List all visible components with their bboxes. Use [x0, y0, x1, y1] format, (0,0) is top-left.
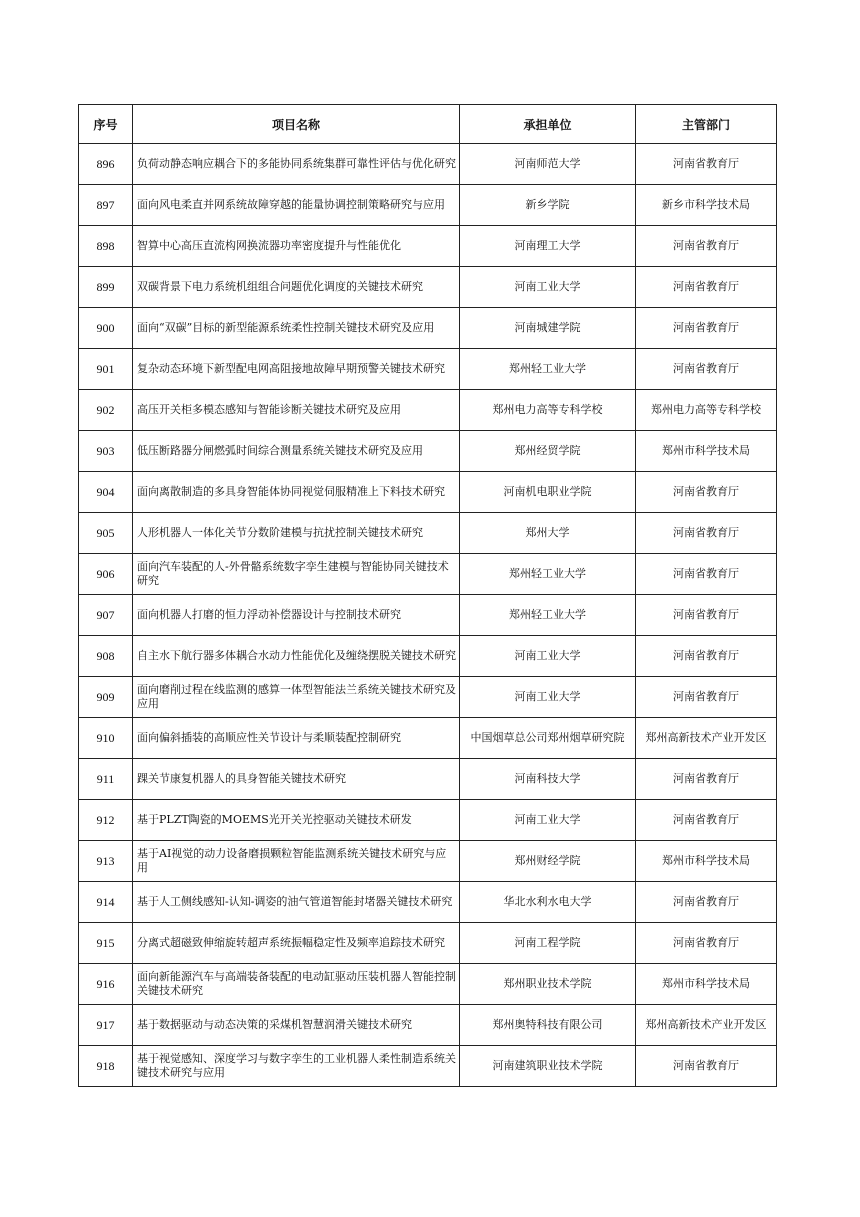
table-row	[79, 841, 777, 882]
project-list-sheet	[78, 104, 776, 1087]
table-row	[79, 226, 777, 267]
table-row	[79, 964, 777, 1005]
undertaking-unit-cell: 郑州财经学院	[460, 841, 636, 882]
serial-number-cell: 912	[79, 800, 133, 841]
project-name-cell: 面向风电柔直并网系统故障穿越的能量协调控制策略研究与应用	[133, 185, 460, 226]
project-name-cell: 基于数据驱动与动态决策的采煤机智慧润滑关键技术研究	[133, 1005, 460, 1046]
serial-number-cell: 917	[79, 1005, 133, 1046]
supervising-department-cell: 河南省教育厅	[636, 1046, 777, 1087]
supervising-department-cell: 河南省教育厅	[636, 472, 777, 513]
serial-number-cell: 906	[79, 554, 133, 595]
supervising-department-cell: 郑州高新技术产业开发区	[636, 1005, 777, 1046]
undertaking-unit-cell: 河南工业大学	[460, 267, 636, 308]
table-row	[79, 759, 777, 800]
project-name-cell: 面向汽车装配的人-外骨骼系统数字孪生建模与智能协同关键技术研究	[133, 554, 460, 595]
project-name-cell: 智算中心高压直流构网换流器功率密度提升与性能优化	[133, 226, 460, 267]
table-row	[79, 349, 777, 390]
undertaking-unit-cell: 河南工业大学	[460, 677, 636, 718]
serial-number-cell: 899	[79, 267, 133, 308]
undertaking-unit-cell: 河南建筑职业技术学院	[460, 1046, 636, 1087]
supervising-department-cell: 郑州高新技术产业开发区	[636, 718, 777, 759]
serial-number-cell: 909	[79, 677, 133, 718]
project-name-cell: 面向磨削过程在线监测的感算一体型智能法兰系统关键技术研究及应用	[133, 677, 460, 718]
undertaking-unit-cell: 河南工业大学	[460, 636, 636, 677]
undertaking-unit-cell: 河南工业大学	[460, 800, 636, 841]
table-row	[79, 1046, 777, 1087]
supervising-department-cell: 郑州市科学技术局	[636, 431, 777, 472]
supervising-department-cell: 河南省教育厅	[636, 636, 777, 677]
serial-number-cell: 903	[79, 431, 133, 472]
undertaking-unit-cell: 河南师范大学	[460, 144, 636, 185]
undertaking-unit-cell: 郑州大学	[460, 513, 636, 554]
supervising-department-cell: 河南省教育厅	[636, 923, 777, 964]
table-row	[79, 923, 777, 964]
serial-number-cell: 916	[79, 964, 133, 1005]
supervising-department-cell: 河南省教育厅	[636, 677, 777, 718]
project-name-cell: 基于视觉感知、深度学习与数字孪生的工业机器人柔性制造系统关键技术研究与应用	[133, 1046, 460, 1087]
serial-number-cell: 905	[79, 513, 133, 554]
serial-number-cell: 914	[79, 882, 133, 923]
project-table	[78, 104, 777, 1087]
table-row	[79, 431, 777, 472]
undertaking-unit-cell: 河南工程学院	[460, 923, 636, 964]
project-name-cell: 复杂动态环境下新型配电网高阻接地故障早期预警关键技术研究	[133, 349, 460, 390]
table-row	[79, 1005, 777, 1046]
table-row	[79, 677, 777, 718]
table-row	[79, 390, 777, 431]
project-name-cell: 面向偏斜插装的高顺应性关节设计与柔顺装配控制研究	[133, 718, 460, 759]
supervising-department-cell: 郑州市科学技术局	[636, 841, 777, 882]
table-row	[79, 636, 777, 677]
serial-number-cell: 900	[79, 308, 133, 349]
header-project-name: 项目名称	[133, 105, 460, 144]
supervising-department-cell: 河南省教育厅	[636, 308, 777, 349]
project-name-cell: 基于人工侧线感知-认知-调姿的油气管道智能封堵器关键技术研究	[133, 882, 460, 923]
project-name-cell: 低压断路器分闸燃弧时间综合测量系统关键技术研究及应用	[133, 431, 460, 472]
supervising-department-cell: 河南省教育厅	[636, 513, 777, 554]
header-serial-number: 序号	[79, 105, 133, 144]
project-name-cell: 面向机器人打磨的恒力浮动补偿器设计与控制技术研究	[133, 595, 460, 636]
undertaking-unit-cell: 郑州经贸学院	[460, 431, 636, 472]
table-body	[79, 144, 777, 1087]
supervising-department-cell: 河南省教育厅	[636, 554, 777, 595]
undertaking-unit-cell: 郑州奥特科技有限公司	[460, 1005, 636, 1046]
project-name-cell: 双碳背景下电力系统机组组合问题优化调度的关键技术研究	[133, 267, 460, 308]
serial-number-cell: 897	[79, 185, 133, 226]
supervising-department-cell: 新乡市科学技术局	[636, 185, 777, 226]
supervising-department-cell: 河南省教育厅	[636, 595, 777, 636]
supervising-department-cell: 河南省教育厅	[636, 882, 777, 923]
project-name-cell: 人形机器人一体化关节分数阶建模与抗扰控制关键技术研究	[133, 513, 460, 554]
table-row	[79, 308, 777, 349]
project-name-cell: 自主水下航行器多体耦合水动力性能优化及缠绕摆脱关键技术研究	[133, 636, 460, 677]
table-row	[79, 800, 777, 841]
supervising-department-cell: 河南省教育厅	[636, 800, 777, 841]
supervising-department-cell: 河南省教育厅	[636, 226, 777, 267]
undertaking-unit-cell: 河南城建学院	[460, 308, 636, 349]
serial-number-cell: 902	[79, 390, 133, 431]
serial-number-cell: 908	[79, 636, 133, 677]
serial-number-cell: 907	[79, 595, 133, 636]
serial-number-cell: 901	[79, 349, 133, 390]
undertaking-unit-cell: 中国烟草总公司郑州烟草研究院	[460, 718, 636, 759]
serial-number-cell: 918	[79, 1046, 133, 1087]
undertaking-unit-cell: 郑州轻工业大学	[460, 349, 636, 390]
undertaking-unit-cell: 郑州职业技术学院	[460, 964, 636, 1005]
project-name-cell: 面向新能源汽车与高端装备装配的电动缸驱动压装机器人智能控制关键技术研究	[133, 964, 460, 1005]
undertaking-unit-cell: 郑州轻工业大学	[460, 554, 636, 595]
table-row	[79, 595, 777, 636]
project-name-cell: 面向离散制造的多具身智能体协同视觉伺服精准上下料技术研究	[133, 472, 460, 513]
table-row	[79, 718, 777, 759]
table-row	[79, 513, 777, 554]
table-row	[79, 554, 777, 595]
supervising-department-cell: 河南省教育厅	[636, 349, 777, 390]
table-row	[79, 472, 777, 513]
supervising-department-cell: 河南省教育厅	[636, 267, 777, 308]
header-row	[79, 105, 777, 144]
serial-number-cell: 904	[79, 472, 133, 513]
table-header	[79, 105, 777, 144]
serial-number-cell: 896	[79, 144, 133, 185]
table-row	[79, 267, 777, 308]
undertaking-unit-cell: 新乡学院	[460, 185, 636, 226]
undertaking-unit-cell: 河南科技大学	[460, 759, 636, 800]
undertaking-unit-cell: 华北水利水电大学	[460, 882, 636, 923]
undertaking-unit-cell: 郑州轻工业大学	[460, 595, 636, 636]
supervising-department-cell: 郑州市科学技术局	[636, 964, 777, 1005]
serial-number-cell: 910	[79, 718, 133, 759]
header-undertaking-unit: 承担单位	[460, 105, 636, 144]
table-row	[79, 882, 777, 923]
undertaking-unit-cell: 河南机电职业学院	[460, 472, 636, 513]
header-supervising-department: 主管部门	[636, 105, 777, 144]
serial-number-cell: 911	[79, 759, 133, 800]
serial-number-cell: 898	[79, 226, 133, 267]
project-name-cell: 基于PLZT陶瓷的MOEMS光开关光控驱动关键技术研发	[133, 800, 460, 841]
serial-number-cell: 913	[79, 841, 133, 882]
project-name-cell: 面向“双碳”目标的新型能源系统柔性控制关键技术研究及应用	[133, 308, 460, 349]
supervising-department-cell: 河南省教育厅	[636, 759, 777, 800]
table-row	[79, 185, 777, 226]
project-name-cell: 踝关节康复机器人的具身智能关键技术研究	[133, 759, 460, 800]
undertaking-unit-cell: 河南理工大学	[460, 226, 636, 267]
project-name-cell: 高压开关柜多模态感知与智能诊断关键技术研究及应用	[133, 390, 460, 431]
project-name-cell: 负荷动静态响应耦合下的多能协同系统集群可靠性评估与优化研究	[133, 144, 460, 185]
project-name-cell: 基于AI视觉的动力设备磨损颗粒智能监测系统关键技术研究与应用	[133, 841, 460, 882]
supervising-department-cell: 郑州电力高等专科学校	[636, 390, 777, 431]
table-row	[79, 144, 777, 185]
project-name-cell: 分离式超磁致伸缩旋转超声系统振幅稳定性及频率追踪技术研究	[133, 923, 460, 964]
serial-number-cell: 915	[79, 923, 133, 964]
undertaking-unit-cell: 郑州电力高等专科学校	[460, 390, 636, 431]
supervising-department-cell: 河南省教育厅	[636, 144, 777, 185]
